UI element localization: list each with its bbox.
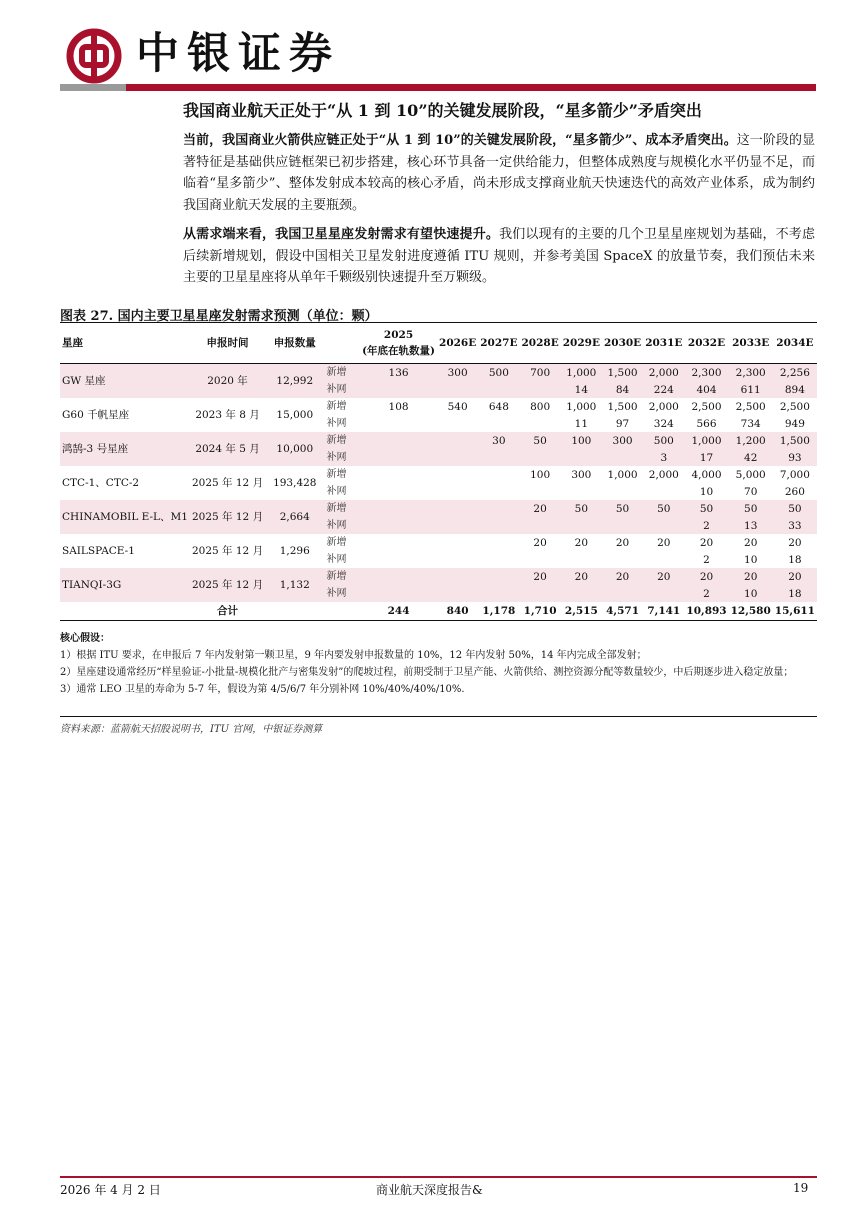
row-new-value: 1,500 — [602, 364, 643, 382]
row-fill-value — [602, 551, 643, 568]
col-header-2031: 2031E — [643, 323, 684, 364]
row-fill-value: 324 — [653, 417, 674, 430]
row-new-value: 136 — [360, 364, 437, 382]
row-fill-value — [643, 517, 684, 534]
row-new-value: 20 — [788, 536, 802, 549]
row-new-value: 20 — [615, 536, 630, 549]
row-fill-value — [602, 517, 643, 534]
notes-title: 核心假设： — [60, 633, 110, 644]
paragraph-1-body: 这一阶段的显著特征是基础供应链框架已初步搭建，核心环节具备一定供给能力，但整体成熟度与规模化水平仍显不足，而临着“星多箭少”、整体发射成本较高的核心矛盾，尚未形成支撑商业航天快速迭代的高效产业体系，成为制约我国商业航天发展的主要瓶颈。 — [183, 133, 815, 213]
page-header — [0, 0, 860, 95]
total-spacer — [60, 602, 190, 621]
row-tag-new: 新增 — [324, 568, 360, 585]
row-fill-value — [561, 551, 602, 568]
forecast-table — [60, 322, 817, 621]
row-new-value: 2,000 — [648, 400, 679, 413]
row-new-value: 2,000 — [648, 468, 679, 481]
row-new-value: 108 — [388, 400, 409, 413]
row-new-value — [360, 534, 437, 551]
row-fill-value — [478, 483, 519, 500]
bank-of-china-logo-icon — [66, 28, 122, 84]
row-new-value: 50 — [729, 500, 773, 517]
total-value: 2,515 — [561, 602, 602, 621]
row-fill-value — [602, 585, 643, 602]
col-header-name: 星座 — [60, 323, 190, 364]
row-fill-value: 11 — [574, 417, 589, 430]
row-tag-fill: 补网 — [326, 485, 347, 497]
footer-title: 商业航天深度报告& — [376, 1183, 483, 1197]
row-fill-value: 734 — [740, 417, 761, 430]
row-fill-value: 42 — [729, 449, 773, 466]
row-fill-value: 93 — [773, 449, 817, 466]
row-fill-value: 224 — [643, 381, 684, 398]
row-fill-value: 404 — [684, 381, 728, 398]
total-value: 15,611 — [773, 602, 817, 621]
row-fill-value: 611 — [729, 381, 773, 398]
row-fill-value — [519, 449, 560, 466]
row-fill-value: 566 — [696, 417, 717, 430]
col-header-2032: 2032E — [684, 323, 728, 364]
row-new-value: 20 — [602, 568, 643, 585]
row-new-value: 300 — [571, 468, 592, 481]
row-fill-value — [360, 517, 437, 534]
row-new-value: 540 — [447, 400, 468, 413]
row-new-value — [437, 568, 478, 585]
table-row — [60, 398, 817, 415]
row-fill-value — [643, 483, 684, 500]
row-fill-value — [437, 517, 478, 534]
row-tag-new: 新增 — [324, 432, 360, 449]
row-fill-value — [478, 415, 519, 432]
row-new-value: 20 — [643, 568, 684, 585]
row-fill-value: 10 — [699, 485, 714, 498]
row-fill-value — [519, 381, 560, 398]
row-new-value: 20 — [574, 536, 589, 549]
row-new-value: 2,500 — [691, 400, 722, 413]
col-header-2034: 2034E — [773, 323, 817, 364]
row-fill-value: 2 — [684, 585, 728, 602]
row-new-value: 20 — [519, 500, 560, 517]
table-row — [60, 364, 817, 382]
table-row — [60, 568, 817, 585]
row-tag-new: 新增 — [326, 536, 347, 548]
header-rule-red — [126, 84, 816, 91]
row-count: 1,132 — [265, 568, 324, 602]
row-fill-value: 10 — [744, 553, 758, 566]
row-new-value: 20 — [684, 568, 728, 585]
row-name: 鸿鹄-3 号星座 — [60, 432, 190, 466]
row-fill-value: 97 — [615, 417, 630, 430]
footer-rule — [60, 1176, 817, 1178]
col-header-tag — [324, 323, 360, 364]
col-header-date: 申报时间 — [190, 323, 265, 364]
row-new-value: 100 — [530, 468, 551, 481]
row-fill-value — [437, 551, 478, 568]
row-new-value: 4,000 — [691, 468, 722, 481]
row-fill-value — [478, 551, 519, 568]
assumption-notes — [60, 630, 817, 698]
row-new-value — [360, 568, 437, 585]
row-new-value: 20 — [773, 568, 817, 585]
row-new-value: 50 — [684, 500, 728, 517]
forecast-table-wrapper — [60, 322, 817, 621]
row-fill-value: 2 — [684, 517, 728, 534]
notes-divider — [60, 716, 817, 717]
header-rule-gray — [60, 84, 126, 91]
note-3: 3）通常 LEO 卫星的寿命为 5-7 年，假设为第 4/5/6/7 年分别补网 10%/40%/40%/10%. — [60, 684, 465, 695]
row-fill-value: 3 — [643, 449, 684, 466]
col-header-2025-year: 2025 — [383, 329, 414, 341]
row-fill-value — [602, 483, 643, 500]
total-value: 1,710 — [519, 602, 560, 621]
section-title: 我国商业航天正处于“从 1 到 10”的关键发展阶段，“星多箭少”矛盾突出 — [183, 101, 702, 120]
paragraph-1 — [183, 130, 815, 216]
row-new-value: 648 — [488, 400, 509, 413]
row-new-value: 300 — [602, 432, 643, 449]
row-fill-value: 2 — [703, 553, 710, 566]
paragraph-2-lead: 从需求端来看，我国卫星星座发射需求有望快速提升。 — [183, 227, 500, 242]
row-new-value: 20 — [744, 536, 758, 549]
row-fill-value — [437, 585, 478, 602]
row-fill-value: 18 — [773, 585, 817, 602]
row-fill-value — [360, 585, 437, 602]
total-value: 12,580 — [729, 602, 773, 621]
row-new-value — [437, 534, 478, 551]
row-date: 2025 年 12 月 — [191, 545, 264, 557]
table-row — [60, 466, 817, 483]
row-tag-new: 新增 — [324, 364, 360, 382]
row-new-value: 500 — [478, 364, 519, 382]
row-new-value: 20 — [533, 536, 547, 549]
row-name: CHINAMOBIL E-L、M1 — [60, 500, 190, 534]
row-fill-value: 18 — [788, 553, 802, 566]
row-new-value: 50 — [561, 500, 602, 517]
paragraph-2-body: 我们以现有的主要的几个卫星星座规划为基础，不考虑后续新增规划，假设中国相关卫星发射进度遵循 ITU 规则，并参考美国 SpaceX 的放量节奏，我们预估未来主要的卫星星座将从单年千颗级别快速提升至万颗级。 — [183, 227, 815, 285]
row-name: SAILSPACE-1 — [62, 545, 135, 557]
row-date: 2024 年 5 月 — [190, 432, 265, 466]
row-new-value: 20 — [699, 536, 714, 549]
row-new-value: 50 — [773, 500, 817, 517]
row-new-value: 30 — [478, 432, 519, 449]
row-fill-value: 84 — [602, 381, 643, 398]
row-tag-fill: 补网 — [326, 553, 347, 565]
table-header-row — [60, 323, 817, 364]
row-new-value: 20 — [561, 568, 602, 585]
row-new-value: 1,500 — [607, 400, 638, 413]
row-date: 2020 年 — [190, 364, 265, 399]
row-new-value — [360, 432, 437, 449]
total-value: 244 — [360, 602, 437, 621]
table-body — [60, 364, 817, 603]
row-fill-value: 14 — [561, 381, 602, 398]
row-date: 2025 年 12 月 — [190, 568, 265, 602]
row-new-value: 1,500 — [773, 432, 817, 449]
table-row — [60, 432, 817, 449]
brand-name: 中银证券 — [136, 29, 340, 79]
row-count: 193,428 — [273, 477, 317, 489]
row-fill-value: 70 — [744, 485, 758, 498]
col-header-2026: 2026E — [437, 323, 478, 364]
body-section — [183, 100, 815, 297]
row-fill-value — [360, 415, 437, 432]
row-count: 2,664 — [265, 500, 324, 534]
row-new-value: 50 — [602, 500, 643, 517]
row-fill-value — [360, 381, 437, 398]
row-fill-value — [360, 483, 437, 500]
table-row — [60, 534, 817, 551]
row-new-value: 500 — [643, 432, 684, 449]
paragraph-2 — [183, 224, 815, 289]
row-name: TIANQI-3G — [60, 568, 190, 602]
row-name: G60 千帆星座 — [62, 409, 130, 421]
col-header-2025 — [360, 323, 437, 364]
row-new-value: 1,000 — [684, 432, 728, 449]
row-fill-value — [519, 517, 560, 534]
page-number: 19 — [793, 1181, 809, 1195]
row-tag-fill: 补网 — [324, 381, 360, 398]
row-new-value — [360, 500, 437, 517]
row-fill-value: 33 — [773, 517, 817, 534]
row-tag-new: 新增 — [324, 500, 360, 517]
row-name: CTC-1、CTC-2 — [62, 477, 140, 489]
total-spacer — [324, 602, 360, 621]
total-value: 4,571 — [602, 602, 643, 621]
row-fill-value: 949 — [784, 417, 805, 430]
row-tag-new: 新增 — [326, 468, 347, 480]
note-1: 1）根据 ITU 要求，在申报后 7 年内发射第一颗卫星，9 年内要发射申报数量的 10%，12 年内发射 50%，14 年内完成全部发射； — [60, 650, 647, 661]
row-fill-value: 13 — [729, 517, 773, 534]
paragraph-1-lead: 当前，我国商业火箭供应链正处于“从 1 到 10”的关键发展阶段，“星多箭少”、成本矛盾突出。 — [183, 133, 737, 148]
row-tag-fill: 补网 — [324, 585, 360, 602]
row-fill-value — [437, 449, 478, 466]
table-title: 图表 27. 国内主要卫星星座发射需求预测（单位：颗） — [60, 309, 378, 324]
row-date: 2025 年 12 月 — [190, 500, 265, 534]
row-new-value: 2,300 — [684, 364, 728, 382]
total-spacer — [265, 602, 324, 621]
row-new-value — [437, 500, 478, 517]
row-fill-value — [561, 585, 602, 602]
row-name: GW 星座 — [60, 364, 190, 399]
row-new-value: 5,000 — [735, 468, 766, 481]
row-fill-value — [437, 415, 478, 432]
table-row — [60, 500, 817, 517]
row-new-value: 20 — [519, 568, 560, 585]
col-header-2028: 2028E — [519, 323, 560, 364]
total-value: 7,141 — [643, 602, 684, 621]
row-fill-value — [478, 381, 519, 398]
row-fill-value — [561, 483, 602, 500]
row-tag-new: 新增 — [326, 400, 347, 412]
row-fill-value — [643, 551, 684, 568]
col-header-count: 申报数量 — [265, 323, 324, 364]
row-count: 1,296 — [279, 545, 310, 557]
row-fill-value — [519, 415, 560, 432]
row-new-value: 700 — [519, 364, 560, 382]
row-fill-value — [437, 483, 478, 500]
row-new-value: 1,000 — [607, 468, 638, 481]
row-new-value — [360, 466, 437, 483]
total-value: 1,178 — [478, 602, 519, 621]
row-fill-value — [360, 449, 437, 466]
row-new-value: 2,500 — [779, 400, 810, 413]
row-fill-value — [519, 585, 560, 602]
row-tag-fill: 补网 — [326, 417, 347, 429]
row-new-value — [478, 568, 519, 585]
row-date: 2023 年 8 月 — [195, 409, 260, 421]
row-fill-value — [602, 449, 643, 466]
row-new-value: 1,200 — [729, 432, 773, 449]
row-fill-value — [561, 517, 602, 534]
row-fill-value — [478, 517, 519, 534]
table-total-row — [60, 602, 817, 621]
row-new-value: 2,256 — [773, 364, 817, 382]
row-fill-value — [360, 551, 437, 568]
row-new-value: 2,300 — [729, 364, 773, 382]
row-new-value: 1,000 — [566, 400, 597, 413]
total-label: 合计 — [190, 602, 265, 621]
row-new-value — [437, 432, 478, 449]
row-fill-value: 894 — [773, 381, 817, 398]
col-header-2027: 2027E — [478, 323, 519, 364]
row-fill-value — [437, 381, 478, 398]
row-count: 12,992 — [265, 364, 324, 399]
footer-date: 2026 年 4 月 2 日 — [60, 1183, 161, 1197]
row-new-value: 300 — [437, 364, 478, 382]
row-new-value — [478, 500, 519, 517]
row-fill-value — [519, 483, 560, 500]
row-count: 10,000 — [265, 432, 324, 466]
row-fill-value — [561, 449, 602, 466]
row-new-value — [437, 466, 478, 483]
col-header-2029: 2029E — [561, 323, 602, 364]
col-header-2030: 2030E — [602, 323, 643, 364]
row-new-value: 2,500 — [735, 400, 766, 413]
row-new-value: 1,000 — [561, 364, 602, 382]
row-fill-value: 10 — [729, 585, 773, 602]
row-date: 2025 年 12 月 — [191, 477, 264, 489]
row-new-value: 800 — [530, 400, 551, 413]
row-fill-value: 260 — [784, 485, 805, 498]
row-new-value: 20 — [729, 568, 773, 585]
source-note: 资料来源：蓝箭航天招股说明书，ITU 官网，中银证券测算 — [60, 724, 323, 735]
note-2: 2）星座建设通常经历“样星验证-小批量-规模化批产与密集发射”的爬坡过程，前期受制于卫星产能、火箭供给、测控资源分配等数量较少，中后期逐步进入稳定放量； — [60, 667, 794, 678]
row-fill-value — [478, 449, 519, 466]
total-value: 840 — [437, 602, 478, 621]
row-new-value: 50 — [643, 500, 684, 517]
col-header-2025-note: (年底在轨数量) — [362, 345, 436, 357]
row-fill-value — [643, 585, 684, 602]
row-fill-value: 17 — [684, 449, 728, 466]
row-new-value — [478, 466, 519, 483]
row-tag-fill: 补网 — [324, 449, 360, 466]
total-value: 10,893 — [684, 602, 728, 621]
row-new-value: 100 — [561, 432, 602, 449]
row-new-value: 50 — [519, 432, 560, 449]
row-new-value: 7,000 — [779, 468, 810, 481]
col-header-2033: 2033E — [729, 323, 773, 364]
row-new-value: 20 — [657, 536, 671, 549]
row-new-value — [478, 534, 519, 551]
row-fill-value — [478, 585, 519, 602]
row-count: 15,000 — [276, 409, 314, 421]
row-tag-fill: 补网 — [324, 517, 360, 534]
row-new-value: 2,000 — [643, 364, 684, 382]
row-fill-value — [519, 551, 560, 568]
